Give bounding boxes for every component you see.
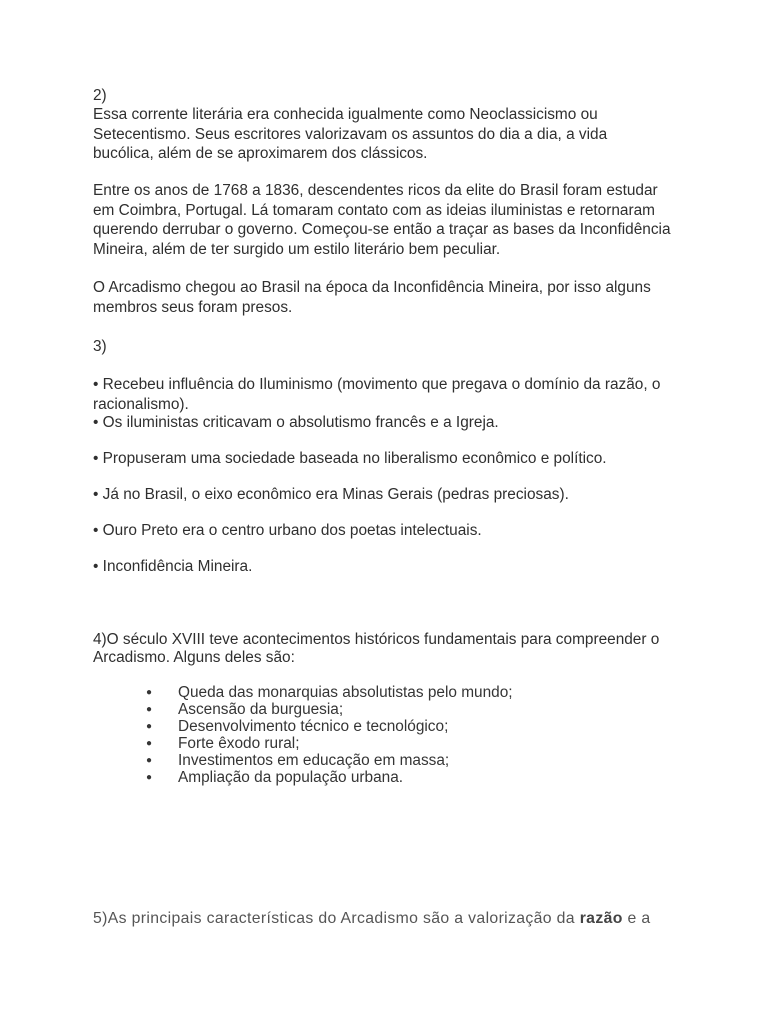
q2-paragraph2-line: Entre os anos de 1768 a 1836, descendentes ricos da elite do Brasil foram estudar (93, 182, 658, 199)
q5-line (93, 909, 650, 929)
q3-point-line: • Propuseram uma sociedade baseada no liberalismo econômico e político. (93, 450, 607, 467)
q3-point-line: • Inconfidência Mineira. (93, 558, 253, 575)
q2-paragraph1-line: bucólica, além de se aproximarem dos clássicos. (93, 145, 428, 162)
q2-paragraph1-line: Essa corrente literária era conhecida igualmente como Neoclassicismo ou (93, 106, 598, 123)
q3-point-line: • Os iluministas criticavam o absolutismo francês e a Igreja. (93, 414, 499, 431)
q5-text-start: 5)As principais características do Arcadismo são a valorização da (93, 910, 580, 927)
q4-intro-line: Arcadismo. Alguns deles são: (93, 649, 295, 666)
list-item-text: Desenvolvimento técnico e tecnológico; (178, 718, 449, 735)
list-item-text: Forte êxodo rural; (178, 735, 300, 752)
q4-intro-line: 4)O século XVIII teve acontecimentos históricos fundamentais para compreender o (93, 631, 660, 648)
bullet-icon (143, 752, 155, 770)
q3-point-line: • Recebeu influência do Iluminismo (movimento que pregava o domínio da razão, o (93, 376, 661, 393)
bullet-icon (143, 735, 155, 753)
list-item-text: Queda das monarquias absolutistas pelo mundo; (178, 684, 513, 701)
q2-paragraph3-line: membros seus foram presos. (93, 299, 293, 316)
q2-paragraph2-line: em Coimbra, Portugal. Lá tomaram contato com as ideias iluministas e retornaram (93, 201, 655, 219)
q2-paragraph2-line: Mineira, além de ter surgido um estilo literário bem peculiar. (93, 241, 501, 258)
q5-text-end: e a (622, 910, 651, 927)
q2-number: 2) (93, 87, 107, 104)
q3-number: 3) (93, 338, 107, 355)
q2-paragraph3-line: O Arcadismo chegou ao Brasil na época da Inconfidência Mineira, por isso alguns (93, 279, 651, 296)
q2-paragraph1-line: Setecentismo. Seus escritores valorizavam os assuntos do dia a dia, a vida (93, 125, 608, 143)
q3-point-line: racionalismo). (93, 395, 189, 413)
q5-bold-word: razão (579, 910, 623, 927)
q3-point-line: • Ouro Preto era o centro urbano dos poetas intelectuais. (93, 522, 482, 539)
list-item-text: Ampliação da população urbana. (178, 769, 404, 786)
list-item-text: Ascensão da burguesia; (178, 701, 344, 718)
bullet-icon (143, 701, 155, 719)
bullet-icon (143, 769, 155, 787)
q2-paragraph2-line: querendo derrubar o governo. Começou-se então a traçar as bases da Inconfidência (93, 221, 671, 238)
bullet-icon (143, 718, 155, 736)
list-item-text: Investimentos em educação em massa; (178, 752, 450, 769)
bullet-icon (143, 684, 155, 702)
q3-point-line: • Já no Brasil, o eixo econômico era Minas Gerais (pedras preciosas). (93, 486, 569, 503)
